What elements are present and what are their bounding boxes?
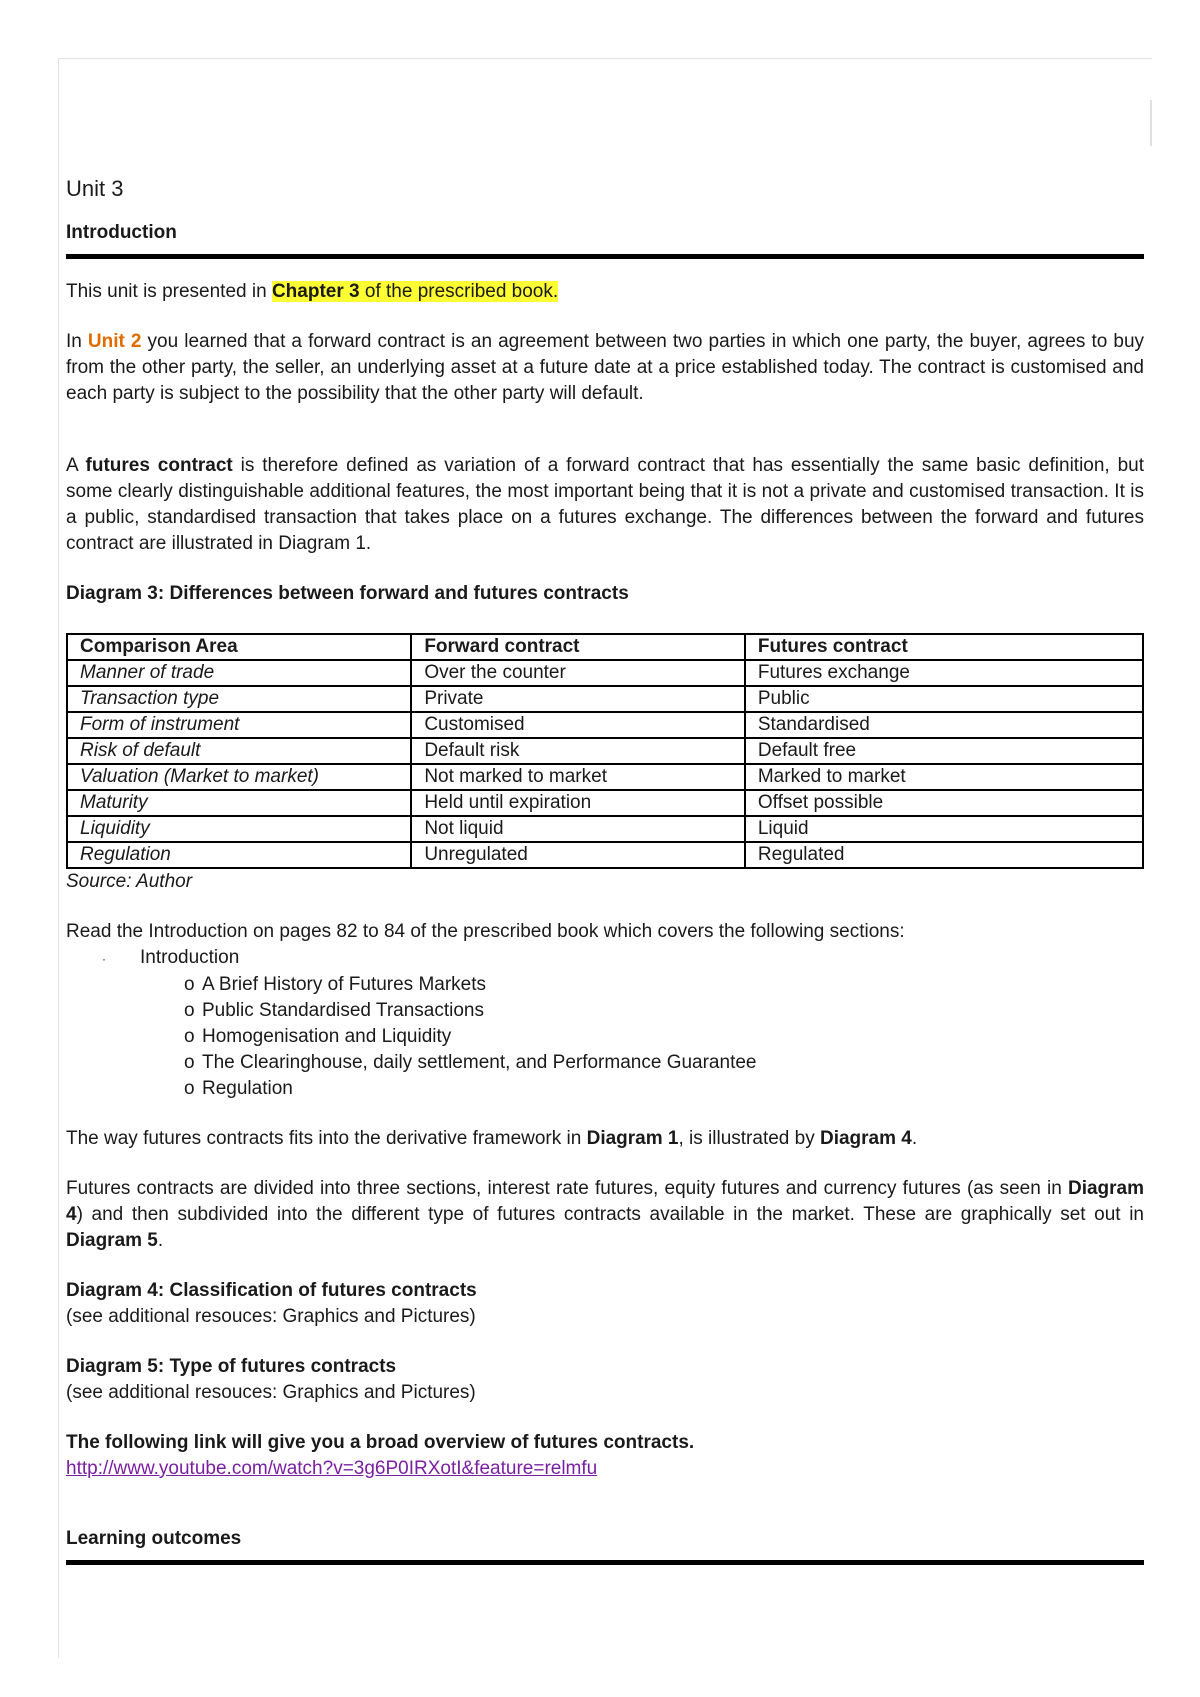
table-cell: Default risk (411, 738, 745, 764)
list-item-label: A Brief History of Futures Markets (202, 974, 487, 995)
diagram1-ref: Diagram 1 (586, 1128, 679, 1149)
table-row (67, 660, 1143, 686)
table-cell: Not marked to market (411, 764, 745, 790)
list-item (66, 972, 1144, 998)
unit-title: Unit 3 (66, 176, 124, 201)
bullet-o-icon: o (184, 1078, 195, 1099)
table-cell: Manner of trade (67, 660, 411, 686)
chapter-ref: Chapter 3 (271, 281, 360, 302)
table-row (67, 764, 1143, 790)
para3-prefix: A (66, 455, 86, 476)
youtube-link[interactable]: http://www.youtube.com/watch?v=3g6P0IRXotI&feature=relmfu (66, 1458, 598, 1479)
framework-paragraph (66, 1126, 1144, 1152)
overview-block (66, 1430, 1144, 1482)
diagram4-ref: Diagram 4 (819, 1128, 912, 1149)
page-right-edge (1150, 100, 1152, 146)
table-cell: Default free (745, 738, 1143, 764)
table-cell: Private (411, 686, 745, 712)
list-item (66, 1076, 1144, 1102)
list-item (66, 1050, 1144, 1076)
table-cell: Public (745, 686, 1143, 712)
futures-definition-paragraph (66, 453, 1144, 557)
header-forward-contract: Forward contract (411, 634, 745, 660)
list-item-label: Introduction (140, 947, 240, 968)
para2-prefix: In (66, 331, 88, 352)
comparison-table (66, 633, 1144, 869)
para3-rest: is therefore defined as variation of a forward contract that has essentially the same basic definition, but some clearly distinguishable additional features, the most important being that it is not a private and customised transaction. It is a public, standardised transaction that takes place on a futures exchange. The differences between the forward and futures contract are illustrated in Diagram 1. (66, 455, 1145, 554)
diagram4-note: (see additional resouces: Graphics and Pictures) (66, 1306, 476, 1327)
table-cell: Standardised (745, 712, 1143, 738)
list-item (66, 998, 1144, 1024)
sections-prefix: Futures contracts are divided into three sections, interest rate futures, equity futures and currency futures (as seen in (66, 1178, 1068, 1199)
learning-outcomes-rule (66, 1560, 1144, 1565)
diagram5-ref: Diagram 5 (66, 1230, 158, 1251)
page-left-border (58, 58, 59, 1658)
overview-text: The following link will give you a broad overview of futures contracts. (66, 1432, 695, 1453)
table-cell: Maturity (67, 790, 411, 816)
table-cell: Regulated (745, 842, 1143, 868)
page-top-border (58, 58, 1152, 59)
list-item-label: The Clearinghouse, daily settlement, and Performance Guarantee (202, 1052, 757, 1073)
diagram4-block (66, 1278, 1144, 1330)
futures-contract-term: futures contract (85, 455, 233, 476)
table-row (67, 816, 1143, 842)
table-source: Source: Author (66, 871, 193, 892)
table-row (67, 842, 1143, 868)
table-cell: Offset possible (745, 790, 1143, 816)
diagram5-note: (see additional resouces: Graphics and Pictures) (66, 1382, 476, 1403)
introduction-heading: Introduction (66, 222, 177, 243)
table-row (67, 686, 1143, 712)
list-item-label: Regulation (202, 1078, 293, 1099)
table-cell: Form of instrument (67, 712, 411, 738)
presented-prefix: This unit is presented in (66, 281, 272, 302)
table-cell: Futures exchange (745, 660, 1143, 686)
bullet-o-icon: o (184, 1052, 195, 1073)
header-comparison-area: Comparison Area (67, 634, 411, 660)
sections-suffix: . (157, 1230, 164, 1251)
table-header-row (67, 634, 1143, 660)
diagram5-title: Diagram 5: Type of futures contracts (66, 1356, 397, 1377)
table-row (67, 712, 1143, 738)
sections-paragraph (66, 1176, 1144, 1254)
framework-suffix: . (911, 1128, 918, 1149)
chapter-rest: of the prescribed book. (359, 281, 559, 302)
table-cell: Risk of default (67, 738, 411, 764)
framework-middle: , is illustrated by (678, 1128, 820, 1149)
diagram5-block (66, 1354, 1144, 1406)
diagram4-title: Diagram 4: Classification of futures contracts (66, 1280, 477, 1301)
diagram4-ref: Diagram 4 (66, 1178, 1144, 1225)
list-item-label: Public Standardised Transactions (202, 1000, 484, 1021)
table-cell: Regulation (67, 842, 411, 868)
table-cell: Over the counter (411, 660, 745, 686)
document-body (66, 170, 1144, 1585)
table-row (67, 738, 1143, 764)
table-row (67, 790, 1143, 816)
reading-intro: Read the Introduction on pages 82 to 84 of the prescribed book which covers the following sections: (66, 921, 905, 942)
reading-sections-list (66, 945, 1144, 1102)
table-cell: Valuation (Market to market) (67, 764, 411, 790)
diagram3-title: Diagram 3: Differences between forward and futures contracts (66, 583, 629, 604)
introduction-rule (66, 254, 1144, 259)
header-futures-contract: Futures contract (745, 634, 1143, 660)
bullet-o-icon: o (184, 1000, 195, 1021)
table-cell: Customised (411, 712, 745, 738)
table-cell: Held until expiration (411, 790, 745, 816)
unit2-ref: Unit 2 (87, 331, 142, 352)
sections-middle: ) and then subdivided into the different type of futures contracts available in the market. These are graphically set out in (76, 1204, 1144, 1225)
table-cell: Unregulated (411, 842, 745, 868)
list-item (66, 945, 1144, 972)
chapter-highlight (272, 281, 558, 302)
list-item-label: Homogenisation and Liquidity (202, 1026, 452, 1047)
framework-prefix: The way futures contracts fits into the derivative framework in (66, 1128, 587, 1149)
bullet-o-icon: o (184, 1026, 195, 1047)
list-item (66, 1024, 1144, 1050)
bullet-o-icon: o (184, 974, 195, 995)
table-cell: Transaction type (67, 686, 411, 712)
presented-paragraph (66, 279, 1144, 305)
table-cell: Not liquid (411, 816, 745, 842)
table-cell: Marked to market (745, 764, 1143, 790)
learning-outcomes-heading: Learning outcomes (66, 1528, 242, 1549)
bullet-dot-icon: · (102, 952, 106, 966)
table-cell: Liquidity (67, 816, 411, 842)
forward-contract-paragraph (66, 329, 1144, 407)
para2-rest: you learned that a forward contract is an agreement between two parties in which one party, the buyer, agrees to buy from the other party, the seller, an underlying asset at a future date at a price established today. The contract is customised and each party is subject to the possibility that the other party will default. (66, 331, 1145, 404)
table-cell: Liquid (745, 816, 1143, 842)
